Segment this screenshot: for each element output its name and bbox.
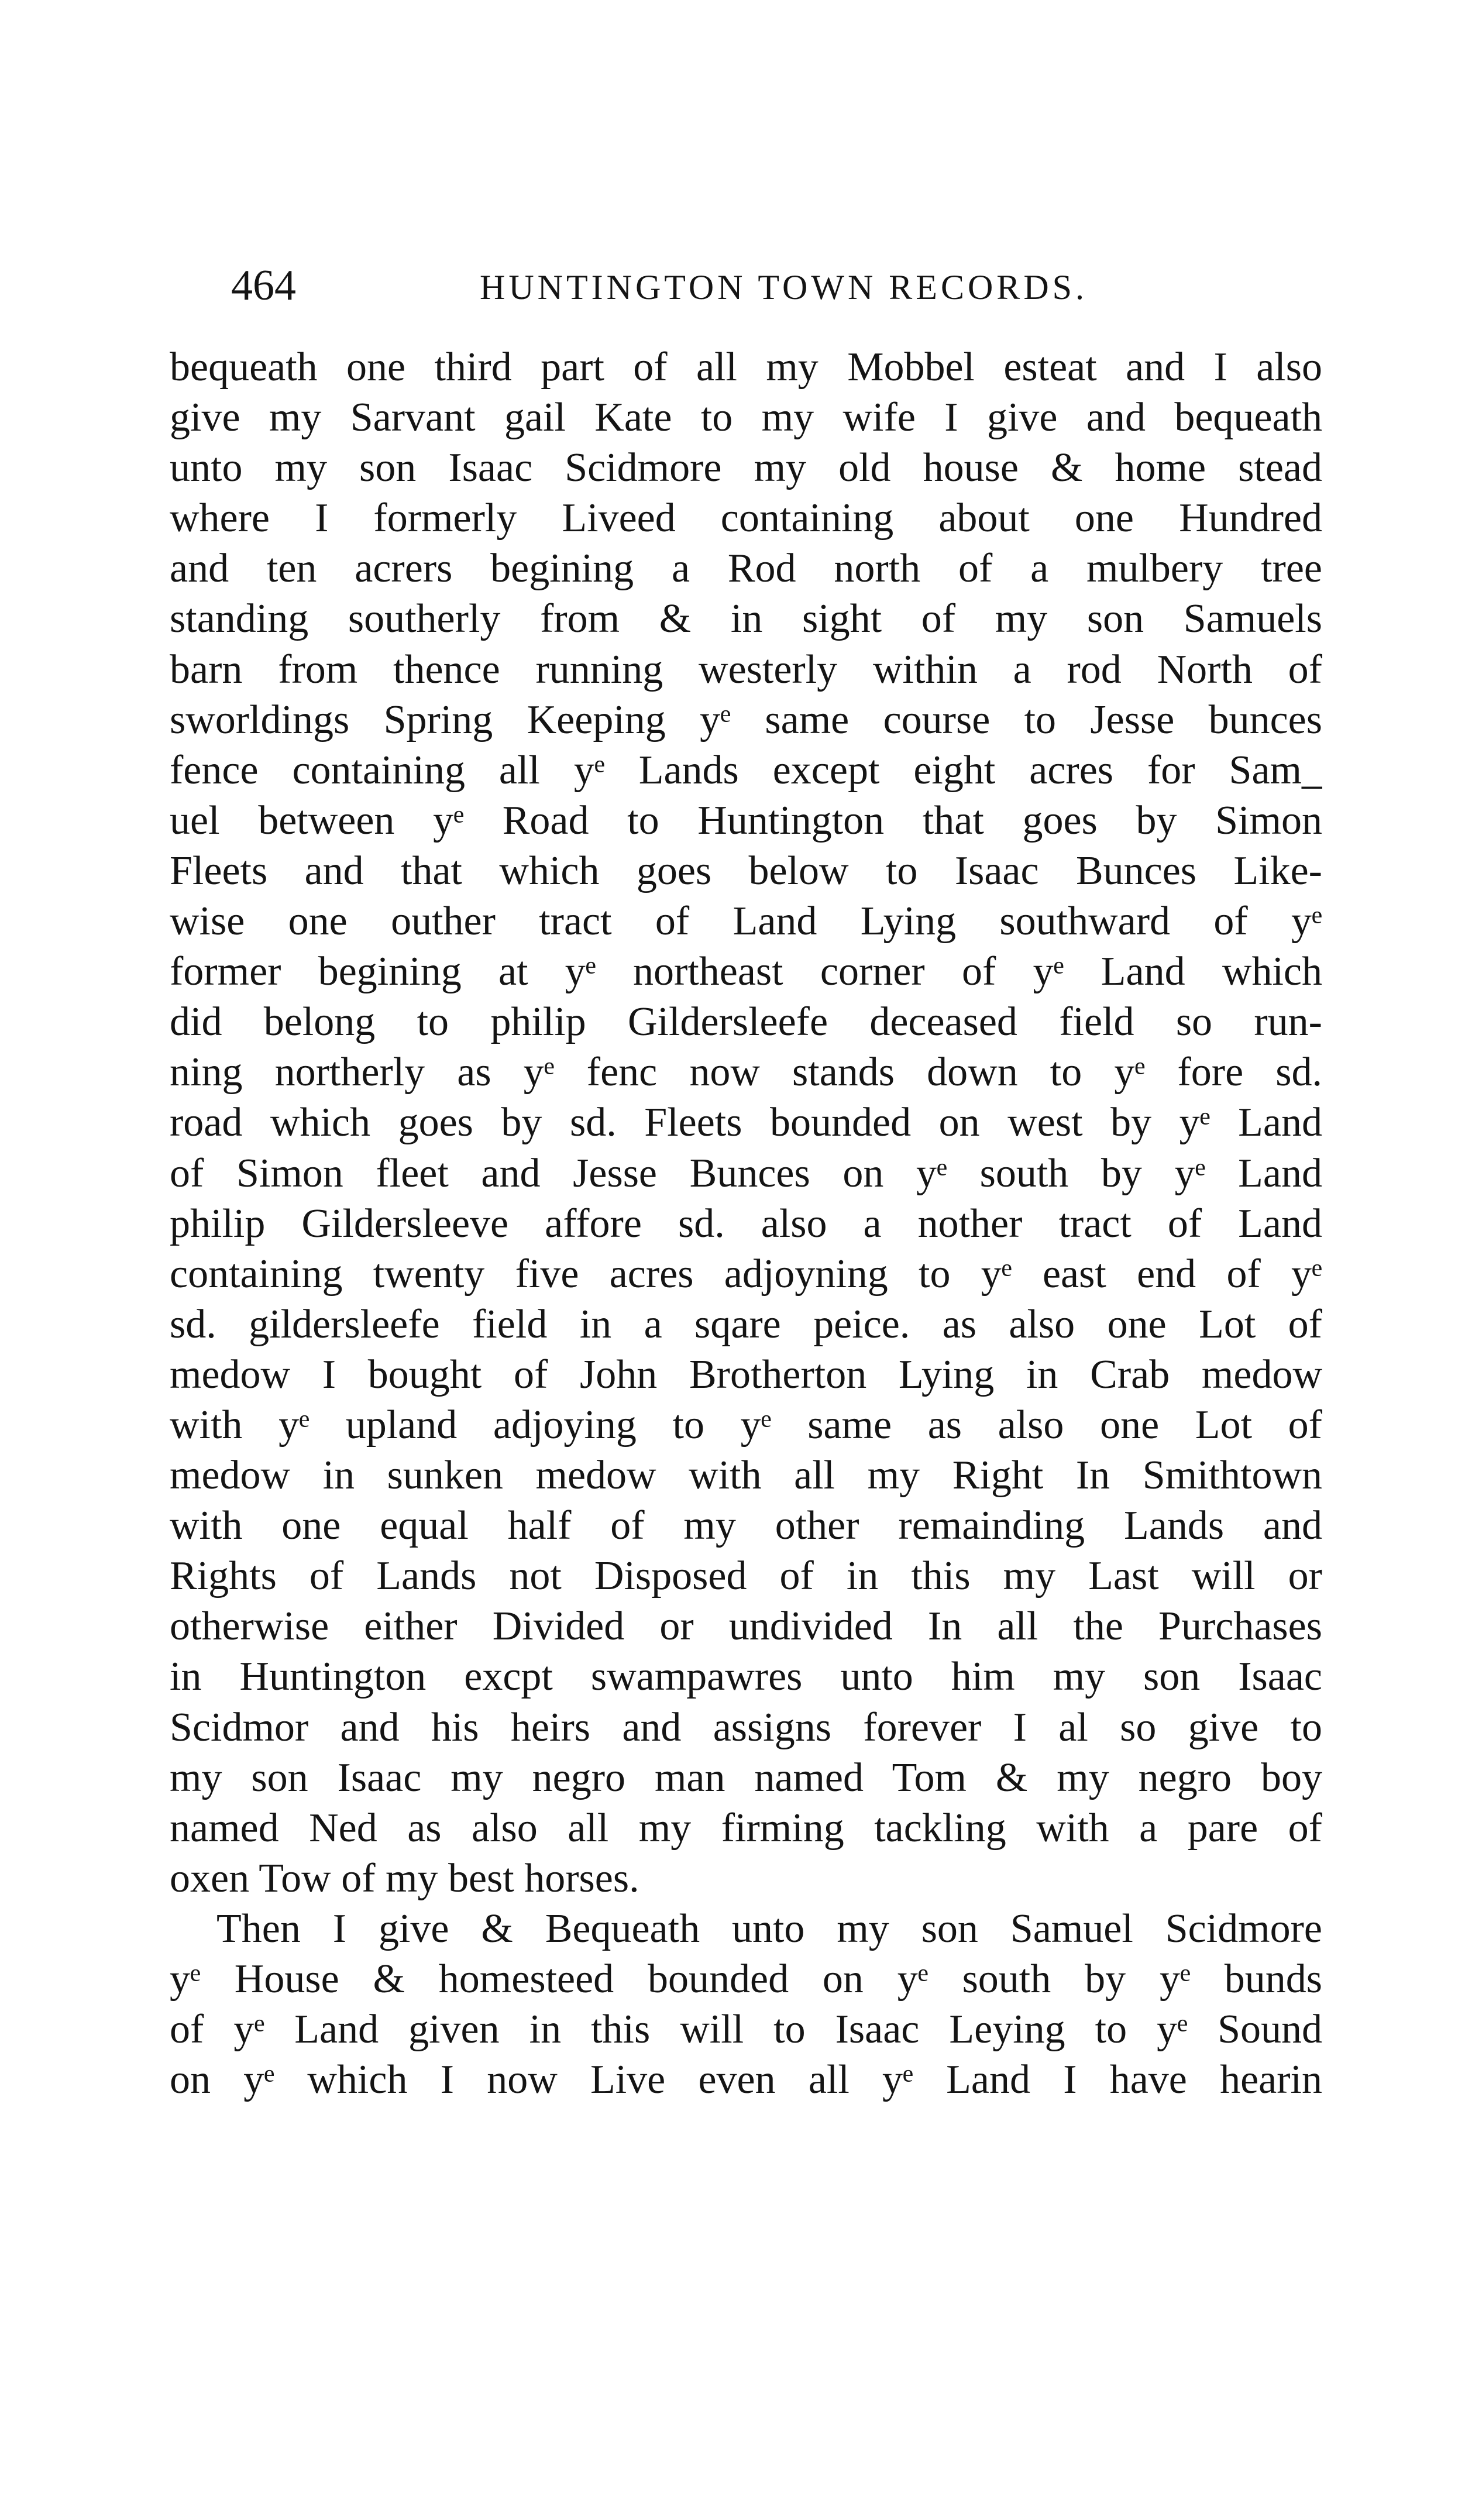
text-line: Fleets and that which goes below to Isaac Bunces Like-: [170, 848, 1322, 893]
text-line: standing southerly from & in sight of my son Samuels: [170, 596, 1322, 642]
text-line: Scidmor and his heirs and assigns forever I al so give to: [170, 1704, 1322, 1750]
text-line: of Simon fleet and Jesse Bunces on yᵉ south by yᵉ Land: [170, 1150, 1322, 1196]
text-line: uel between yᵉ Road to Huntington that goes by Simon: [170, 797, 1322, 843]
paragraph: [170, 1904, 1322, 2105]
text-line: wise one outher tract of Land Lying southward of yᵉ: [170, 899, 1322, 944]
text-line: road which goes by sd. Fleets bounded on west by yᵉ Land: [170, 1100, 1322, 1146]
text-line: otherwise either Divided or undivided In all the Purchases: [170, 1604, 1322, 1649]
text-line: oxen Tow of my best horses.: [170, 1855, 639, 1901]
text-line: sworldings Spring Keeping yᵉ same course to Jesse bunces: [170, 697, 1322, 742]
text-line: in Huntington excpt swampawres unto him my son Isaac: [170, 1654, 1322, 1700]
text-line: named Ned as also all my firming tackling with a pare of: [170, 1805, 1322, 1851]
text-line: philip Gildersleeve affore sd. also a nother tract of Land: [170, 1201, 1322, 1246]
body-text: [170, 342, 1322, 2105]
text-line: my son Isaac my negro man named Tom & my negro boy: [170, 1755, 1322, 1800]
text-line: former begining at yᵉ northeast corner of yᵉ Land which: [170, 949, 1322, 995]
text-line: of yᵉ Land given in this will to Isaac Leying to yᵉ Sound: [170, 2007, 1322, 2053]
text-line: medow I bought of John Brotherton Lying in Crab medow: [170, 1352, 1322, 1397]
text-line: did belong to philip Gildersleefe deceased field so run-: [170, 999, 1322, 1045]
text-line: fence containing all yᵉ Lands except eight acres for Sam_: [170, 747, 1322, 793]
text-line: medow in sunken medow with all my Right In Smithtown: [170, 1453, 1322, 1498]
text-line: Then I give & Bequeath unto my son Samuel Scidmore: [216, 1906, 1322, 1951]
text-line: where I formerly Liveed containing about one Hundred: [170, 496, 1322, 541]
text-line: barn from thence running westerly within a rod North of: [170, 647, 1322, 692]
text-line: unto my son Isaac Scidmore my old house & home stead: [170, 445, 1322, 491]
text-line: on yᵉ which I now Live even all yᵉ Land I have hearin: [170, 2057, 1322, 2103]
page-header: [184, 246, 1331, 316]
text-line: give my Sarvant gail Kate to my wife I give and bequeath: [170, 395, 1322, 441]
text-line: bequeath one third part of all my Mobbel esteat and I also: [170, 345, 1322, 390]
text-line: with one equal half of my other remainding Lands and: [170, 1503, 1322, 1549]
text-line: with yᵉ upland adjoying to yᵉ same as also one Lot of: [170, 1402, 1322, 1448]
text-line: ning northerly as yᵉ fenc now stands down to yᵉ fore sd.: [170, 1050, 1322, 1095]
text-line: sd. gildersleefe field in a sqare peice. as also one Lot of: [170, 1301, 1322, 1347]
text-line: Rights of Lands not Disposed of in this my Last will or: [170, 1553, 1322, 1599]
text-line: and ten acrers begining a Rod north of a mulbery tree: [170, 546, 1322, 592]
text-line: containing twenty five acres adjoyning to yᵉ east end of yᵉ: [170, 1251, 1322, 1297]
running-title: HUNTINGTON TOWN RECORDS.: [480, 268, 1088, 307]
page-number: 464: [231, 262, 296, 310]
text-line: yᵉ House & homesteed bounded on yᵉ south by yᵉ bunds: [170, 1957, 1322, 2002]
paragraph: [170, 342, 1322, 1904]
